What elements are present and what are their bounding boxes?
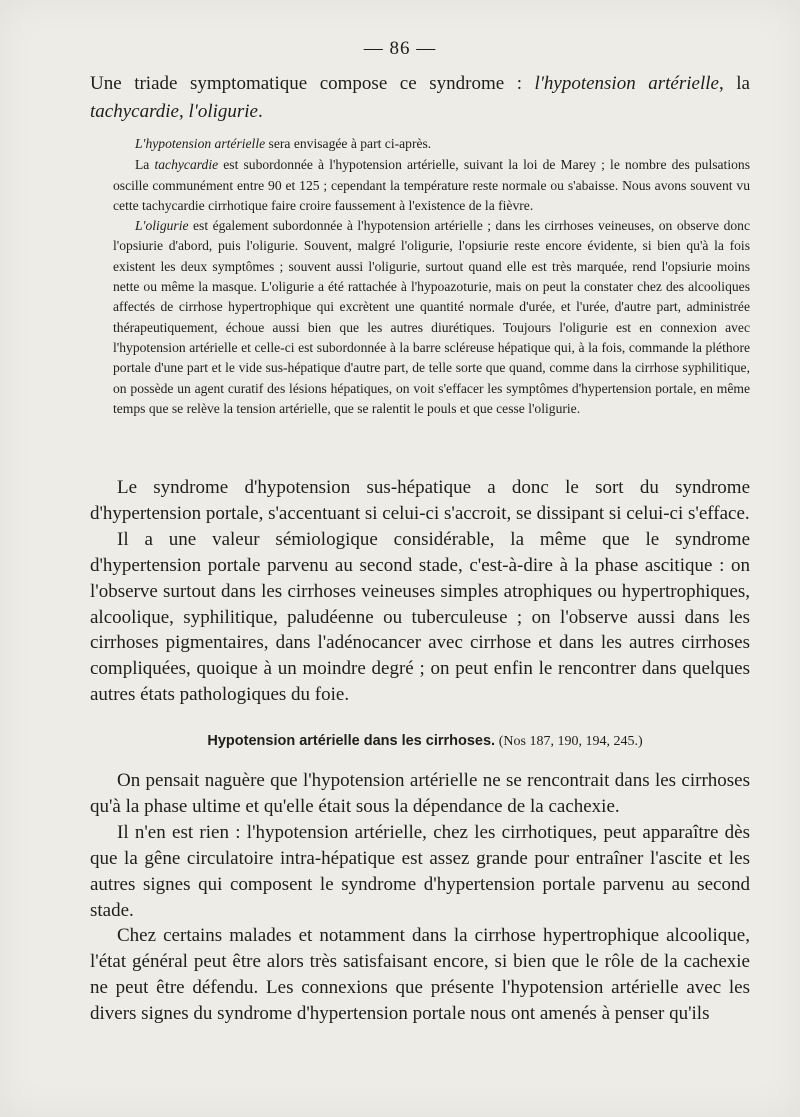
- intro-term-hypotension: l'hypotension artérielle: [534, 73, 719, 94]
- body-paragraph: Chez certains malades et notamment dans la cirrhose hypertrophique alcoolique, l'état général peut être alors très satisfaisant encore, si bien que le rôle de la cachexie ne peut être défendu. Les connexions que présente l'hypotension artérielle avec les divers signes du syndrome d'hypertension portale nous ont amenés à penser qu'ils: [90, 925, 750, 1025]
- intro-text: Une triade symptomatique compose ce syndrome :: [90, 73, 535, 94]
- intro-term-oligurie: l'oligurie: [188, 101, 258, 122]
- small-paragraph: [113, 155, 750, 216]
- small-print-section: [113, 134, 750, 419]
- intro-text: .: [258, 101, 263, 122]
- intro-text: ,: [178, 101, 189, 122]
- small-term: L'oligurie: [135, 218, 189, 234]
- body-paragraph: Il n'en est rien : l'hypotension artérielle, chez les cirrhotiques, peut apparaître dès que la gêne circulatoire intra-hépatique est assez grande pour entraîner l'ascite et les autres signes qui composent le syndrome d'hypertension portale parvenu au second stade.: [90, 821, 750, 921]
- small-paragraph: [113, 134, 750, 154]
- body-section-2: [90, 768, 750, 1027]
- intro-term-tachycardie: tachycardie: [90, 101, 179, 122]
- small-paragraph: [113, 216, 750, 419]
- small-term: L'hypotension artérielle: [135, 136, 266, 151]
- intro-paragraph: [90, 70, 750, 126]
- body-section-1: [90, 475, 750, 708]
- section-heading-refs: (Nos 187, 190, 194, 245.): [498, 734, 643, 749]
- body-paragraph: Le syndrome d'hypotension sus-hépatique a donc le sort du syndrome d'hypertension portale, s'accentuant si celui-ci s'accroit, se dissipant si celui-ci s'efface.: [90, 477, 750, 524]
- small-text: sera envisagée à part ci-après.: [265, 136, 432, 151]
- small-text: est subordonnée à l'hypotension artérielle, suivant la loi de Marey ; le nombre des pulsations oscille communément entre 90 et 125 ; cependant la température reste normale ou s'abaisse. Nous avons souvent vu cette tachycardie cirrhotique faire croire faussement à l'existence de la fièvre.: [113, 157, 750, 213]
- small-text: La: [135, 157, 155, 173]
- intro-text: , la: [718, 73, 750, 94]
- section-heading-title: Hypotension artérielle dans les cirrhoses.: [207, 733, 496, 749]
- small-term: tachycardie: [154, 157, 219, 173]
- section-heading: [100, 733, 750, 750]
- page-number: — 86 —: [363, 38, 437, 59]
- body-paragraph: Il a une valeur sémiologique considérable, la même que le syndrome d'hypertension portale parvenu au second stade, c'est-à-dire à la phase ascitique : on l'observe surtout dans les cirrhoses veineuses simples atrophiques ou hypertrophiques, alcoolique, syphilitique, paludéenne ou tuberculeuse ; on l'observe aussi dans les cirrhoses pigmentaires, dans l'adénocancer avec cirrhose et dans les autres cirrhoses compliquées, quoique à un moindre degré ; on peut enfin le rencontrer dans quelques autres états pathologiques du foie.: [90, 528, 750, 706]
- body-paragraph: On pensait naguère que l'hypotension artérielle ne se rencontrait dans les cirrhoses qu'à la phase ultime et qu'elle était sous la dépendance de la cachexie.: [90, 770, 750, 817]
- small-text: est également subordonnée à l'hypotension artérielle ; dans les cirrhoses veineuses, on observe donc l'opsiurie d'abord, puis l'oligurie. Souvent, malgré l'oligurie, l'opsiurie reste encore évidente, si bien qu'à la fois existent les deux symptômes ; souvent aussi l'oligurie, surtout quand elle est très marquée, rend l'opsiurie moins nette ou même la masque. L'oligurie a été rattachée à l'hypoazoturie, mais on peut la constater chez des alcooliques affectés de cirrhose hypertrophique qui excrètent une quantité normale d'urée, et l'urée, d'autre part, administrée thérapeutiquement, échoue aussi bien que les autres diurétiques. Toujours l'oligurie est en connexion avec l'hypotension artérielle et celle-ci est subordonnée à la barre scléreuse hépatique qui, à la fois, commande la pléthore portale d'une part et le vide sus-hépatique d'autre part, de telle sorte que quand, comme dans la cirrhose syphilitique, on possède un agent curatif des lésions hépatiques, on voit s'effacer les symptômes d'hypertension portale, en même temps que se relève la tension artérielle, que se ralentit le pouls et que cesse l'oligurie.: [113, 218, 750, 416]
